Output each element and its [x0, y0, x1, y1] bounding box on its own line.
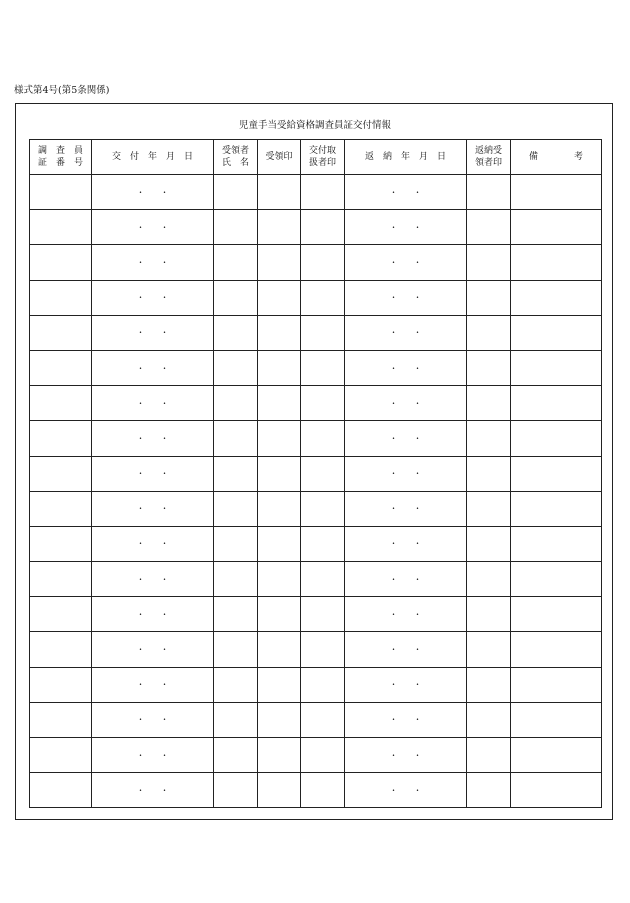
issue-date-cell — [92, 175, 214, 210]
recipient-name-cell — [214, 245, 258, 280]
remarks-cell — [511, 280, 602, 315]
issue-date-cell — [92, 315, 214, 350]
return-receiver-seal-cell — [467, 386, 511, 421]
return-receiver-seal-cell — [467, 491, 511, 526]
date-separator: ・ ・ — [389, 574, 422, 584]
issuer-seal-cell — [301, 315, 345, 350]
issuer-seal-cell — [301, 632, 345, 667]
issue-date-cell — [92, 702, 214, 737]
issue-date-cell — [92, 667, 214, 702]
date-separator: ・ ・ — [389, 715, 422, 725]
recipient-name-cell — [214, 456, 258, 491]
issuer-seal-cell — [301, 667, 345, 702]
return-receiver-seal-cell — [467, 350, 511, 385]
issuer-seal-cell — [301, 738, 345, 773]
return-date-cell — [345, 210, 467, 245]
issuer-seal-cell — [301, 210, 345, 245]
date-separator: ・ ・ — [136, 785, 169, 795]
table-row — [30, 175, 602, 210]
remarks-cell — [511, 175, 602, 210]
recipient-name-cell — [214, 386, 258, 421]
receipt-seal-cell — [258, 280, 301, 315]
certificate-number-cell — [30, 773, 92, 808]
receipt-seal-cell — [258, 562, 301, 597]
return-date-cell — [345, 175, 467, 210]
recipient-name-cell — [214, 315, 258, 350]
form-title: 児童手当受給資格調査員証交付情報 — [238, 120, 391, 131]
return-receiver-seal-cell — [467, 702, 511, 737]
certificate-number-cell — [30, 386, 92, 421]
remarks-cell — [511, 667, 602, 702]
issue-date-cell — [92, 421, 214, 456]
issuer-seal-cell — [301, 702, 345, 737]
certificate-number-cell — [30, 280, 92, 315]
return-date-cell — [345, 702, 467, 737]
remarks-cell — [511, 245, 602, 280]
recipient-name-cell — [214, 738, 258, 773]
date-separator: ・ ・ — [136, 574, 169, 584]
remarks-cell — [511, 210, 602, 245]
header-recipient-name: 受領者 氏 名 — [214, 140, 258, 175]
date-separator: ・ ・ — [136, 715, 169, 725]
certificate-number-cell — [30, 210, 92, 245]
recipient-name-cell — [214, 526, 258, 561]
table-row — [30, 245, 602, 280]
table-row — [30, 280, 602, 315]
table-row — [30, 526, 602, 561]
return-receiver-seal-cell — [467, 562, 511, 597]
remarks-cell — [511, 315, 602, 350]
receipt-seal-cell — [258, 245, 301, 280]
return-date-cell — [345, 280, 467, 315]
date-separator: ・ ・ — [389, 469, 422, 479]
receipt-seal-cell — [258, 386, 301, 421]
date-separator: ・ ・ — [136, 645, 169, 655]
certificate-number-cell — [30, 421, 92, 456]
return-date-cell — [345, 350, 467, 385]
receipt-seal-cell — [258, 456, 301, 491]
date-separator: ・ ・ — [136, 539, 169, 549]
date-separator: ・ ・ — [389, 504, 422, 514]
date-separator: ・ ・ — [389, 187, 422, 197]
table-row — [30, 597, 602, 632]
date-separator: ・ ・ — [389, 609, 422, 619]
table-row — [30, 210, 602, 245]
header-certificate-number: 調 査 員 証 番 号 — [30, 140, 92, 175]
receipt-seal-cell — [258, 350, 301, 385]
header-receipt-seal: 受領印 — [258, 140, 301, 175]
remarks-cell — [511, 526, 602, 561]
date-separator: ・ ・ — [389, 785, 422, 795]
receipt-seal-cell — [258, 315, 301, 350]
remarks-cell — [511, 562, 602, 597]
issue-date-cell — [92, 386, 214, 421]
return-receiver-seal-cell — [467, 667, 511, 702]
certificate-number-cell — [30, 526, 92, 561]
table-row — [30, 386, 602, 421]
recipient-name-cell — [214, 175, 258, 210]
return-date-cell — [345, 386, 467, 421]
date-separator: ・ ・ — [136, 609, 169, 619]
certificate-number-cell — [30, 632, 92, 667]
table-row — [30, 562, 602, 597]
table-row — [30, 702, 602, 737]
table-row — [30, 773, 602, 808]
register-table — [29, 139, 602, 808]
issue-date-cell — [92, 597, 214, 632]
receipt-seal-cell — [258, 667, 301, 702]
date-separator: ・ ・ — [136, 293, 169, 303]
return-date-cell — [345, 632, 467, 667]
header-row — [30, 140, 602, 175]
issue-date-cell — [92, 562, 214, 597]
issue-date-cell — [92, 245, 214, 280]
date-separator: ・ ・ — [389, 328, 422, 338]
certificate-number-cell — [30, 597, 92, 632]
receipt-seal-cell — [258, 421, 301, 456]
issuer-seal-cell — [301, 526, 345, 561]
date-separator: ・ ・ — [389, 680, 422, 690]
return-receiver-seal-cell — [467, 456, 511, 491]
return-date-cell — [345, 491, 467, 526]
recipient-name-cell — [214, 562, 258, 597]
return-receiver-seal-cell — [467, 210, 511, 245]
remarks-cell — [511, 421, 602, 456]
recipient-name-cell — [214, 491, 258, 526]
issuer-seal-cell — [301, 350, 345, 385]
return-receiver-seal-cell — [467, 632, 511, 667]
certificate-number-cell — [30, 315, 92, 350]
return-receiver-seal-cell — [467, 280, 511, 315]
issuer-seal-cell — [301, 773, 345, 808]
return-date-cell — [345, 315, 467, 350]
date-separator: ・ ・ — [136, 433, 169, 443]
receipt-seal-cell — [258, 210, 301, 245]
date-separator: ・ ・ — [389, 645, 422, 655]
return-receiver-seal-cell — [467, 773, 511, 808]
form-number: 様式第4号(第5条関係) — [14, 85, 110, 96]
issue-date-cell — [92, 210, 214, 245]
issue-date-cell — [92, 456, 214, 491]
recipient-name-cell — [214, 632, 258, 667]
receipt-seal-cell — [258, 597, 301, 632]
return-date-cell — [345, 562, 467, 597]
date-separator: ・ ・ — [136, 222, 169, 232]
return-date-cell — [345, 773, 467, 808]
date-separator: ・ ・ — [389, 222, 422, 232]
recipient-name-cell — [214, 667, 258, 702]
issue-date-cell — [92, 280, 214, 315]
remarks-cell — [511, 632, 602, 667]
date-separator: ・ ・ — [389, 257, 422, 267]
date-separator: ・ ・ — [389, 363, 422, 373]
table-row — [30, 315, 602, 350]
recipient-name-cell — [214, 421, 258, 456]
date-separator: ・ ・ — [136, 257, 169, 267]
remarks-cell — [511, 773, 602, 808]
receipt-seal-cell — [258, 526, 301, 561]
certificate-number-cell — [30, 245, 92, 280]
return-receiver-seal-cell — [467, 315, 511, 350]
return-date-cell — [345, 526, 467, 561]
header-issue-date: 交 付 年 月 日 — [92, 140, 214, 175]
certificate-number-cell — [30, 491, 92, 526]
table-row — [30, 456, 602, 491]
certificate-number-cell — [30, 350, 92, 385]
issue-date-cell — [92, 491, 214, 526]
certificate-number-cell — [30, 562, 92, 597]
table-row — [30, 491, 602, 526]
date-separator: ・ ・ — [389, 433, 422, 443]
table-row — [30, 632, 602, 667]
date-separator: ・ ・ — [389, 750, 422, 760]
recipient-name-cell — [214, 350, 258, 385]
table-row — [30, 350, 602, 385]
date-separator: ・ ・ — [136, 504, 169, 514]
certificate-number-cell — [30, 702, 92, 737]
remarks-cell — [511, 456, 602, 491]
return-date-cell — [345, 597, 467, 632]
register-body — [30, 175, 602, 808]
date-separator: ・ ・ — [389, 293, 422, 303]
date-separator: ・ ・ — [136, 680, 169, 690]
header-remarks: 備 考 — [511, 140, 602, 175]
date-separator: ・ ・ — [136, 398, 169, 408]
remarks-cell — [511, 738, 602, 773]
return-receiver-seal-cell — [467, 245, 511, 280]
issue-date-cell — [92, 350, 214, 385]
certificate-number-cell — [30, 667, 92, 702]
certificate-number-cell — [30, 456, 92, 491]
date-separator: ・ ・ — [389, 539, 422, 549]
date-separator: ・ ・ — [389, 398, 422, 408]
recipient-name-cell — [214, 280, 258, 315]
date-separator: ・ ・ — [136, 328, 169, 338]
issue-date-cell — [92, 773, 214, 808]
issuer-seal-cell — [301, 280, 345, 315]
date-separator: ・ ・ — [136, 363, 169, 373]
date-separator: ・ ・ — [136, 187, 169, 197]
issue-date-cell — [92, 526, 214, 561]
date-separator: ・ ・ — [136, 469, 169, 479]
table-row — [30, 421, 602, 456]
issue-date-cell — [92, 738, 214, 773]
return-receiver-seal-cell — [467, 421, 511, 456]
issuer-seal-cell — [301, 245, 345, 280]
receipt-seal-cell — [258, 738, 301, 773]
remarks-cell — [511, 597, 602, 632]
date-separator: ・ ・ — [136, 750, 169, 760]
remarks-cell — [511, 702, 602, 737]
return-date-cell — [345, 456, 467, 491]
receipt-seal-cell — [258, 175, 301, 210]
issuer-seal-cell — [301, 456, 345, 491]
remarks-cell — [511, 491, 602, 526]
recipient-name-cell — [214, 597, 258, 632]
issuer-seal-cell — [301, 597, 345, 632]
return-date-cell — [345, 245, 467, 280]
receipt-seal-cell — [258, 773, 301, 808]
receipt-seal-cell — [258, 702, 301, 737]
return-receiver-seal-cell — [467, 526, 511, 561]
return-receiver-seal-cell — [467, 597, 511, 632]
return-date-cell — [345, 738, 467, 773]
issuer-seal-cell — [301, 421, 345, 456]
return-date-cell — [345, 667, 467, 702]
certificate-number-cell — [30, 738, 92, 773]
header-return-date: 返 納 年 月 日 — [345, 140, 467, 175]
issue-date-cell — [92, 632, 214, 667]
issuer-seal-cell — [301, 386, 345, 421]
header-return-receiver-seal: 返納受 領者印 — [467, 140, 511, 175]
table-row — [30, 667, 602, 702]
issuer-seal-cell — [301, 175, 345, 210]
receipt-seal-cell — [258, 491, 301, 526]
recipient-name-cell — [214, 773, 258, 808]
receipt-seal-cell — [258, 632, 301, 667]
recipient-name-cell — [214, 702, 258, 737]
table-row — [30, 738, 602, 773]
return-date-cell — [345, 421, 467, 456]
return-receiver-seal-cell — [467, 738, 511, 773]
recipient-name-cell — [214, 210, 258, 245]
remarks-cell — [511, 350, 602, 385]
remarks-cell — [511, 386, 602, 421]
return-receiver-seal-cell — [467, 175, 511, 210]
issuer-seal-cell — [301, 491, 345, 526]
header-issuer-seal: 交付取 扱者印 — [301, 140, 345, 175]
issuer-seal-cell — [301, 562, 345, 597]
certificate-number-cell — [30, 175, 92, 210]
